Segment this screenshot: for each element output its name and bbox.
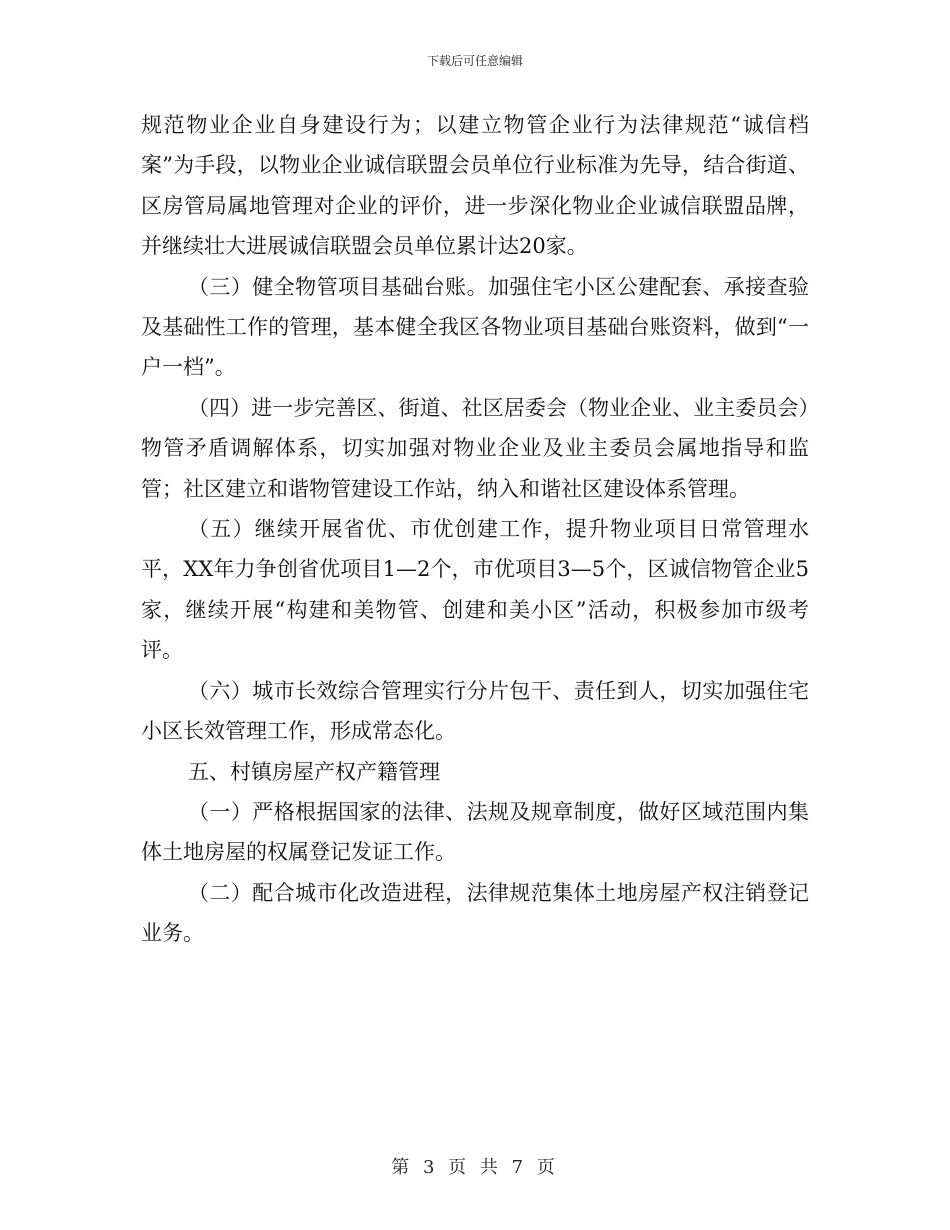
paragraph-subitem-2: （二）配合城市化改造进程，法律规范集体土地房屋产权注销登记业务。 bbox=[141, 880, 809, 946]
paragraph-item-5: （五）继续开展省优、市优创建工作，提升物业项目日常管理水平，XX年力争创省优项目1—2个，市优项目3—5个，区诚信物管企业5家，继续开展“构建和美物管、创建和美小区”活动，积极参加市级考评。 bbox=[141, 517, 809, 663]
page-header-note: 下载后可任意编辑 bbox=[426, 54, 523, 68]
paragraph-item-6: （六）城市长效综合管理实行分片包干、责任到人，切实加强住宅小区长效管理工作，形成常态化。 bbox=[141, 678, 809, 744]
paragraph-subitem-1: （一）严格根据国家的法律、法规及规章制度，做好区域范围内集体土地房屋的权属登记发证工作。 bbox=[141, 799, 809, 865]
paragraph-item-3: （三）健全物管项目基础台账。加强住宅小区公建配套、承接查验及基础性工作的管理，基本健全我区各物业项目基础台账资料，做到“一户一档”。 bbox=[141, 274, 809, 380]
page-number: 第 3 页 共 7 页 bbox=[391, 1157, 559, 1178]
paragraph-item-4: （四）进一步完善区、街道、社区居委会（物业企业、业主委员会）物管矛盾调解体系，切实加强对物业企业及业主委员会属地指导和监管；社区建立和谐物管建设工作站，纳入和谐社区建设体系管理。 bbox=[141, 395, 809, 501]
section-heading-5: 五、村镇房屋产权产籍管理 bbox=[188, 759, 440, 784]
paragraph-continuation: 规范物业企业自身建设行为；以建立物管企业行为法律规范“诚信档案”为手段，以物业企业诚信联盟会员单位行业标准为先导，结合街道、区房管局属地管理对企业的评价，进一步深化物业企业诚信联盟品牌，并继续壮大进展诚信联盟会员单位累计达20家。 bbox=[141, 113, 809, 259]
document-body bbox=[141, 105, 809, 954]
